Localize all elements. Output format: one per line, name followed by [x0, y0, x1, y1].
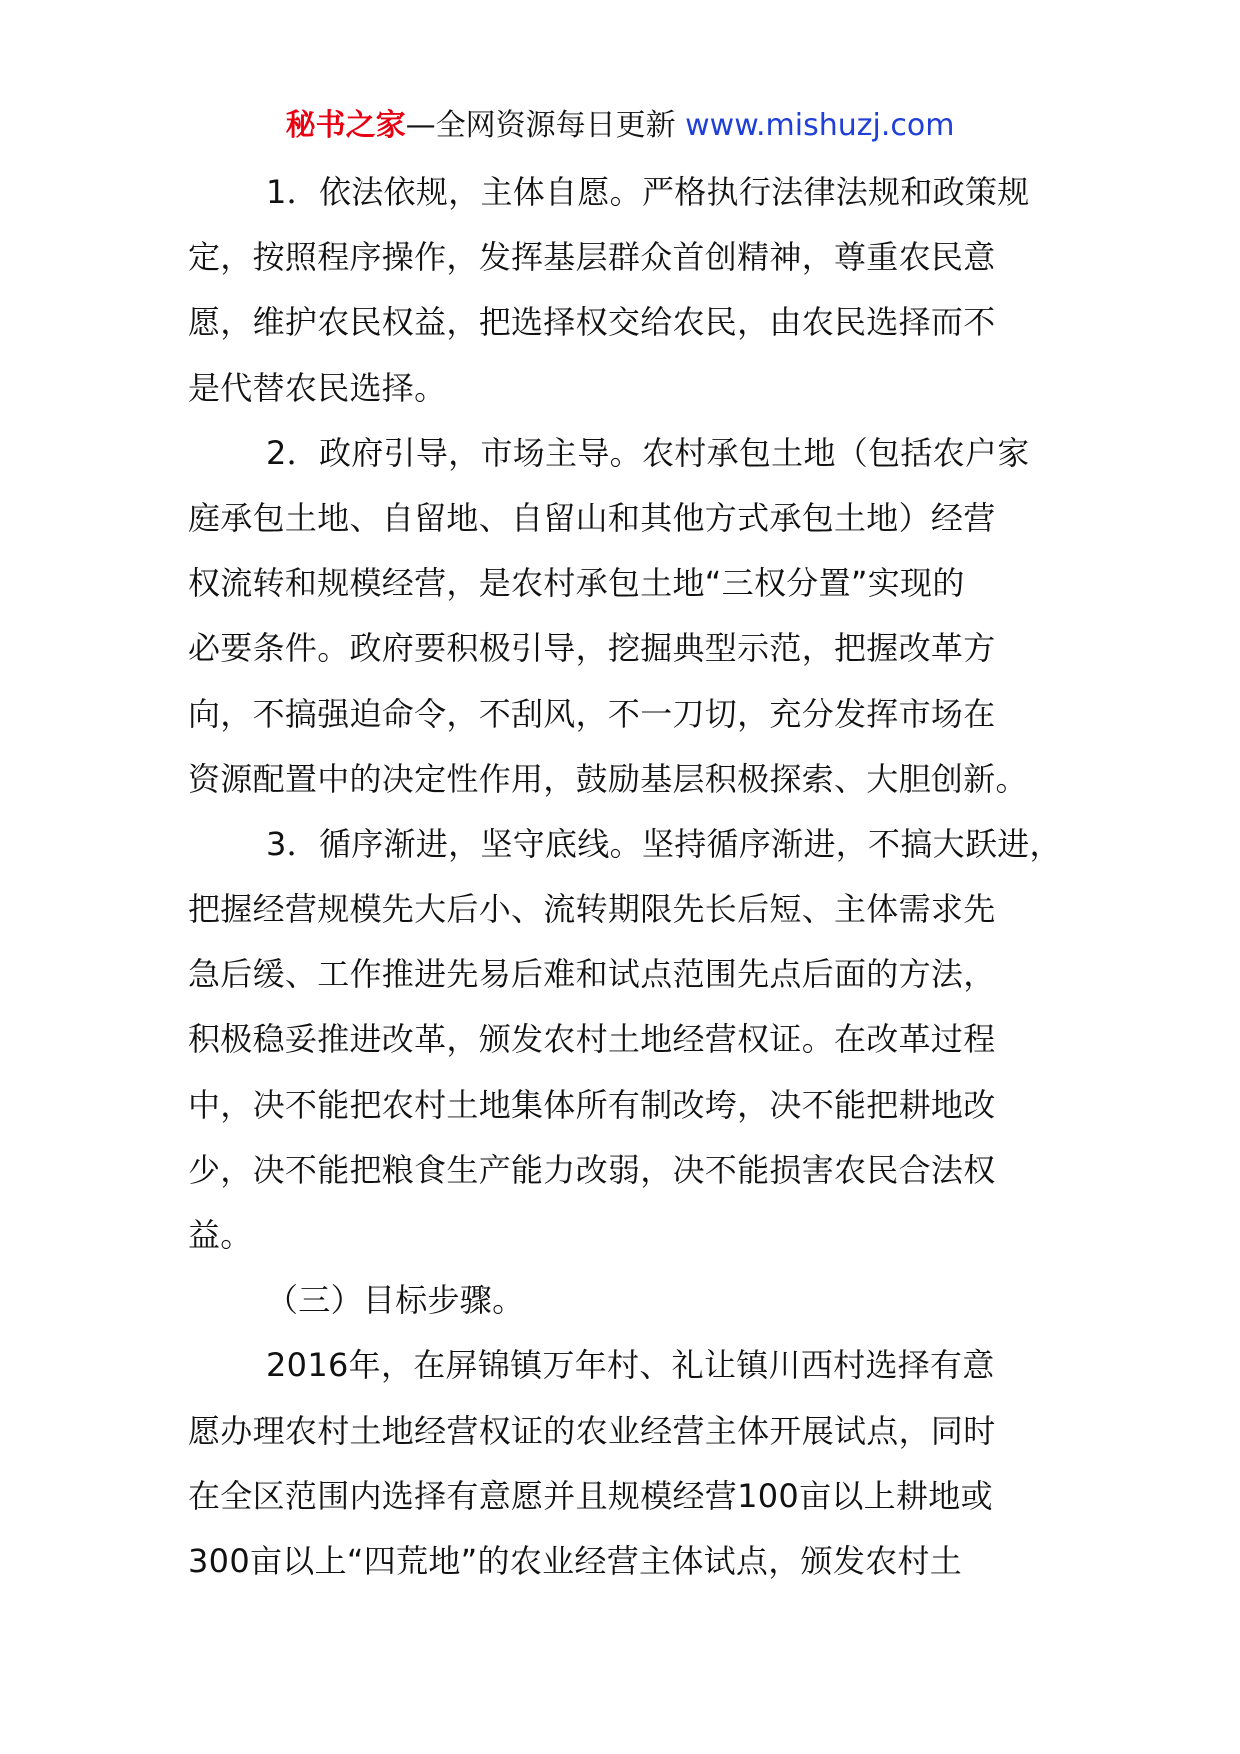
text-line: 积极稳妥推进改革，颁发农村土地经营权证。在改革过程: [188, 1020, 996, 1059]
text-line: 庭承包土地、自留地、自留山和其他方式承包土地）经营: [188, 498, 996, 537]
text-line: 必要条件。政府要积极引导，挖掘典型示范，把握改革方: [188, 629, 996, 668]
text-line: 愿办理农村土地经营权证的农业经营主体开展试点，同时: [188, 1411, 996, 1450]
text-line: 1．依法依规，主体自愿。严格执行法律法规和政策规: [266, 173, 1030, 211]
page-header: [0, 104, 1240, 148]
text-line: 是代替农民选择。: [188, 368, 447, 407]
text-line: 资源配置中的决定性作用，鼓励基层积极探索、大胆创新。: [188, 759, 1028, 798]
document-body: [188, 160, 1068, 1594]
section-heading: （三）目标步骤。: [266, 1281, 525, 1320]
text-line: 定，按照程序操作，发挥基层群众首创精神，尊重农民意: [188, 238, 996, 277]
text-line: 少，决不能把粮食生产能力改弱，决不能损害农民合法权: [188, 1150, 996, 1189]
text-line: 中，决不能把农村土地集体所有制改垮，决不能把耕地改: [188, 1085, 996, 1124]
text-line: 把握经营规模先大后小、流转期限先长后短、主体需求先: [188, 890, 996, 929]
text-line: 300亩以上“四荒地”的农业经营主体试点，颁发农村土: [188, 1541, 963, 1580]
text-line: 2016年，在屏锦镇万年村、礼让镇川西村选择有意: [266, 1346, 995, 1385]
text-line: 在全区范围内选择有意愿并且规模经营100亩以上耕地或: [188, 1476, 993, 1515]
text-line: 2．政府引导，市场主导。农村承包土地（包括农户家: [266, 433, 1030, 472]
site-url-link[interactable]: www.mishuzj.com: [685, 108, 955, 143]
text-line: 权流转和规模经营，是农村承包土地“三权分置”实现的: [188, 564, 965, 603]
text-line: 愿，维护农民权益，把选择权交给农民，由农民选择而不: [188, 303, 996, 342]
text-line: 向，不搞强迫命令，不刮风，不一刀切，充分发挥市场在: [188, 694, 996, 733]
site-brand: 秘书之家: [285, 108, 406, 143]
text-line: 3．循序渐进，坚守底线。坚持循序渐进，不搞大跃进，: [266, 824, 1062, 863]
site-slogan: —全网资源每日更新: [405, 108, 676, 143]
text-line: 益。: [188, 1216, 253, 1254]
text-line: 急后缓、工作推进先易后难和试点范围先点后面的方法，: [188, 955, 996, 994]
